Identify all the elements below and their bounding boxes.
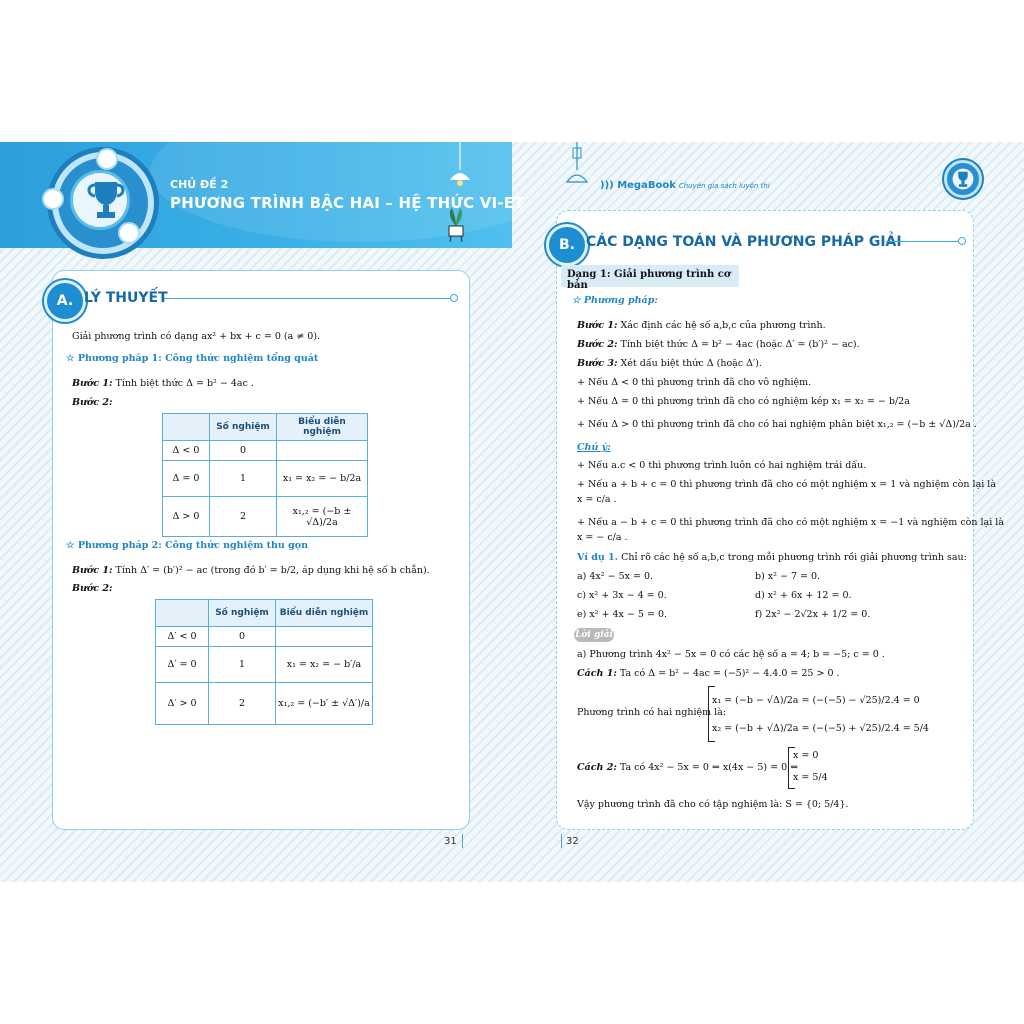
note-3-result: x = − c/a . [577,532,628,543]
solution-a: a) Phương trình 4x² − 5x = 0 có các hệ số a = 4; b = −5; c = 0 . [577,649,885,660]
table-row [156,647,373,683]
step-1: Bước 1: Xác định các hệ số a,b,c của phương trình. [577,320,826,331]
section-title-theory: LÝ THUYẾT [84,290,168,306]
two-roots-label: Phương trình có hai nghiệm là: [577,707,727,718]
root-x1: x₁ = (−b − √Δ)/2a = (−(−5) − √25)/2.4 = 0 [712,695,920,706]
example-statement: Ví dụ 1. Chỉ rõ các hệ số a,b,c trong mỗi phương trình rồi giải phương trình sau: [577,552,967,563]
case-zero: + Nếu Δ = 0 thì phương trình đã cho có nghiệm kép x₁ = x₂ = − b/2a [577,396,910,407]
table-cell: Δ′ > 0 [156,683,209,725]
exercise-f: f) 2x² − 2√2x + 1/2 = 0. [755,609,871,620]
page-number-right: 32 [566,836,579,847]
section-title-methods: CÁC DẠNG TOÁN VÀ PHƯƠNG PHÁP GIẢI [586,234,902,250]
note-1: + Nếu a.c < 0 thì phương trình luôn có hai nghiệm trái dấu. [577,460,867,471]
ring-icon [42,188,64,210]
conclusion: Vậy phương trình đã cho có tập nghiệm là: S = {0; 5/4}. [577,799,849,810]
step-2: Bước 2: Tính biệt thức Δ = b² − 4ac (hoặc Δ′ = (b′)² − ac). [577,339,860,350]
table-header: Số nghiệm [209,600,276,627]
problem-type-title: Dạng 1: Giải phương trình cơ bản [567,269,731,291]
chapter-title: PHƯƠNG TRÌNH BẬC HAI – HỆ THỨC VI-ET [170,194,525,212]
section-badge-a: A. [44,280,86,322]
table-cell: Δ = 0 [163,461,210,497]
section-rule-dot [450,294,458,302]
case-x54: x = 5/4 [793,772,828,783]
formula-table-2 [155,599,373,725]
problem-type-banner [561,265,739,291]
table-cell: 1 [209,647,276,683]
section-rule [164,298,450,299]
section-rule [886,241,958,242]
table-cell [276,627,373,647]
page-number-rule [561,834,562,848]
method-heading: ☆ Phương pháp: [572,295,658,306]
table-header [156,600,209,627]
table-cell: Δ < 0 [163,441,210,461]
method-1-heading: ☆ Phương pháp 1: Công thức nghiệm tổng quát [66,353,319,364]
method-2-heading: ☆ Phương pháp 2: Công thức nghiệm thu gọn [66,540,308,551]
table-cell: Δ′ = 0 [156,647,209,683]
table-header [163,414,210,441]
table-row [163,461,368,497]
case-positive: + Nếu Δ > 0 thì phương trình đã cho có hai nghiệm phân biệt x₁,₂ = (−b ± √Δ)/2a . [577,419,977,430]
table-cell: x₁,₂ = (−b′ ± √Δ′)/a [276,683,373,725]
note-heading: Chú ý: [577,442,611,453]
table-cell: x₁,₂ = (−b ± √Δ)/2a [277,497,368,537]
ring-icon [96,148,118,170]
method-2-solution: Cách 2: Ta có 4x² − 5x = 0 ⇔ x(4x − 5) = 0 ⇔ [577,762,799,773]
brand-tagline: Chuyên gia sách luyện thi [678,182,770,190]
section-badge-b: B. [546,224,588,266]
page-number-rule [462,834,463,848]
table-cell: Δ′ < 0 [156,627,209,647]
solution-badge: Lời giải [575,630,613,640]
table-cell: 2 [209,683,276,725]
table-cell: x₁ = x₂ = − b′/a [276,647,373,683]
method-1-solution: Cách 1: Ta có Δ = b² − 4ac = (−5)² − 4.4.0 = 25 > 0 . [577,668,840,679]
section-rule-dot [958,237,966,245]
table-row [156,683,373,725]
note-2-result: x = c/a . [577,494,617,505]
table-cell: Δ > 0 [163,497,210,537]
step-3: Bước 3: Xét dấu biệt thức Δ (hoặc Δ′). [577,358,762,369]
case-negative: + Nếu Δ < 0 thì phương trình đã cho vô nghiệm. [577,377,812,388]
table-row [163,441,368,461]
table-header: Biểu diễn nghiệm [276,600,373,627]
table-cell: x₁ = x₂ = − b/2a [277,461,368,497]
megabook-logo: ))) MegaBook Chuyên gia sách luyện thi [600,180,770,191]
trophy-medal-icon [944,160,982,198]
page-number-left: 31 [444,836,457,847]
method-1-step-2: Bước 2: [72,397,113,408]
hanging-lamp-icon [448,142,472,190]
hanging-lamp-icon [566,142,588,188]
potted-plant-icon [444,206,468,242]
table-cell: 2 [210,497,277,537]
case-x0: x = 0 [793,750,819,761]
note-3: + Nếu a − b + c = 0 thì phương trình đã cho có một nghiệm x = −1 và nghiệm còn lại là [577,517,1004,528]
table-cell [277,441,368,461]
method-2-step-1: Bước 1: Tính Δ′ = (b′)² − ac (trong đó b′ = b/2, áp dụng khi hệ số b chẵn). [72,565,430,576]
note-2: + Nếu a + b + c = 0 thì phương trình đã cho có một nghiệm x = 1 và nghiệm còn lại là [577,479,997,490]
table-cell: 0 [209,627,276,647]
table-header: Biểu diễn nghiệm [277,414,368,441]
table-cell: 0 [210,441,277,461]
exercise-b: b) x² − 7 = 0. [755,571,821,582]
brand-name: MegaBook [617,180,676,191]
exercise-a: a) 4x² − 5x = 0. [577,571,654,582]
formula-table-1 [162,413,368,537]
method-2-step-2: Bước 2: [72,583,113,594]
ring-icon [118,222,140,244]
exercise-c: c) x² + 3x − 4 = 0. [577,590,667,601]
intro-text: Giải phương trình có dạng ax² + bx + c = 0 (a ≠ 0). [72,331,321,342]
table-header: Số nghiệm [210,414,277,441]
method-1-step-1: Bước 1: Tính biệt thức Δ = b² − 4ac . [72,378,254,389]
exercise-d: d) x² + 6x + 12 = 0. [755,590,852,601]
table-cell: 1 [210,461,277,497]
table-row [156,627,373,647]
exercise-e: e) x² + 4x − 5 = 0. [577,609,668,620]
chapter-label: CHỦ ĐỀ 2 [170,178,229,191]
table-row [163,497,368,537]
root-x2: x₂ = (−b + √Δ)/2a = (−(−5) + √25)/2.4 = 5/4 [712,723,929,734]
